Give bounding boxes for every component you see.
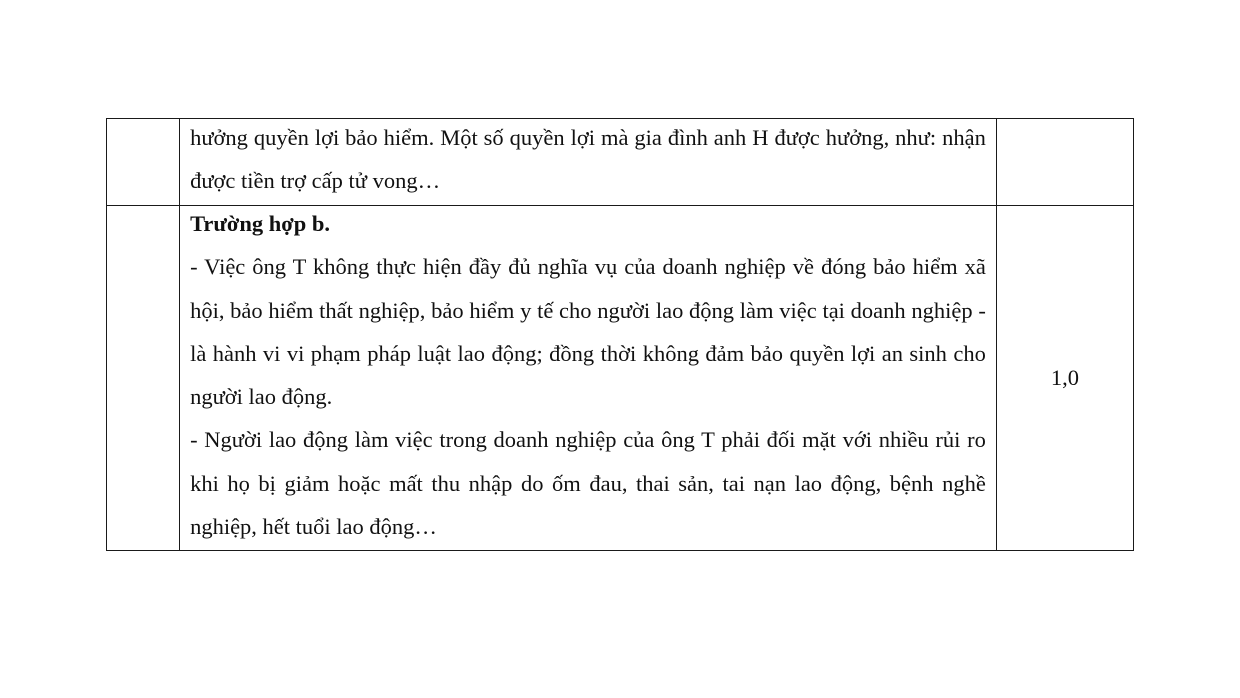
case-heading: Trường hợp b. bbox=[190, 211, 330, 236]
table-row bbox=[107, 119, 1134, 206]
answer-table bbox=[106, 118, 1134, 551]
score-cell bbox=[996, 119, 1133, 206]
paragraph: - Người lao động làm việc trong doanh nghiệp của ông T phải đối mặt với nhiều rủi ro khi họ bị giảm hoặc mất thu nhập do ốm đau, thai sản, tai nạn lao động, bệnh nghề nghiệp, hết tuổi lao động… bbox=[190, 427, 986, 540]
paragraph: hưởng quyền lợi bảo hiểm. Một số quyền lợi mà gia đình anh H được hưởng, như: nhận được tiền trợ cấp tử vong… bbox=[190, 125, 986, 194]
table-row bbox=[107, 206, 1134, 551]
score-cell: 1,0 bbox=[996, 206, 1133, 551]
number-cell bbox=[107, 206, 180, 551]
paragraph: - Việc ông T không thực hiện đầy đủ nghĩa vụ của doanh nghiệp về đóng bảo hiểm xã hội, bảo hiểm thất nghiệp, bảo hiểm y tế cho người lao động làm việc tại doanh nghiệp - là hành vi vi phạm pháp luật lao động; đồng thời không đảm bảo quyền lợi an sinh cho người lao động. bbox=[190, 254, 986, 410]
content-cell bbox=[180, 119, 997, 206]
content-cell bbox=[180, 206, 997, 551]
number-cell bbox=[107, 119, 180, 206]
